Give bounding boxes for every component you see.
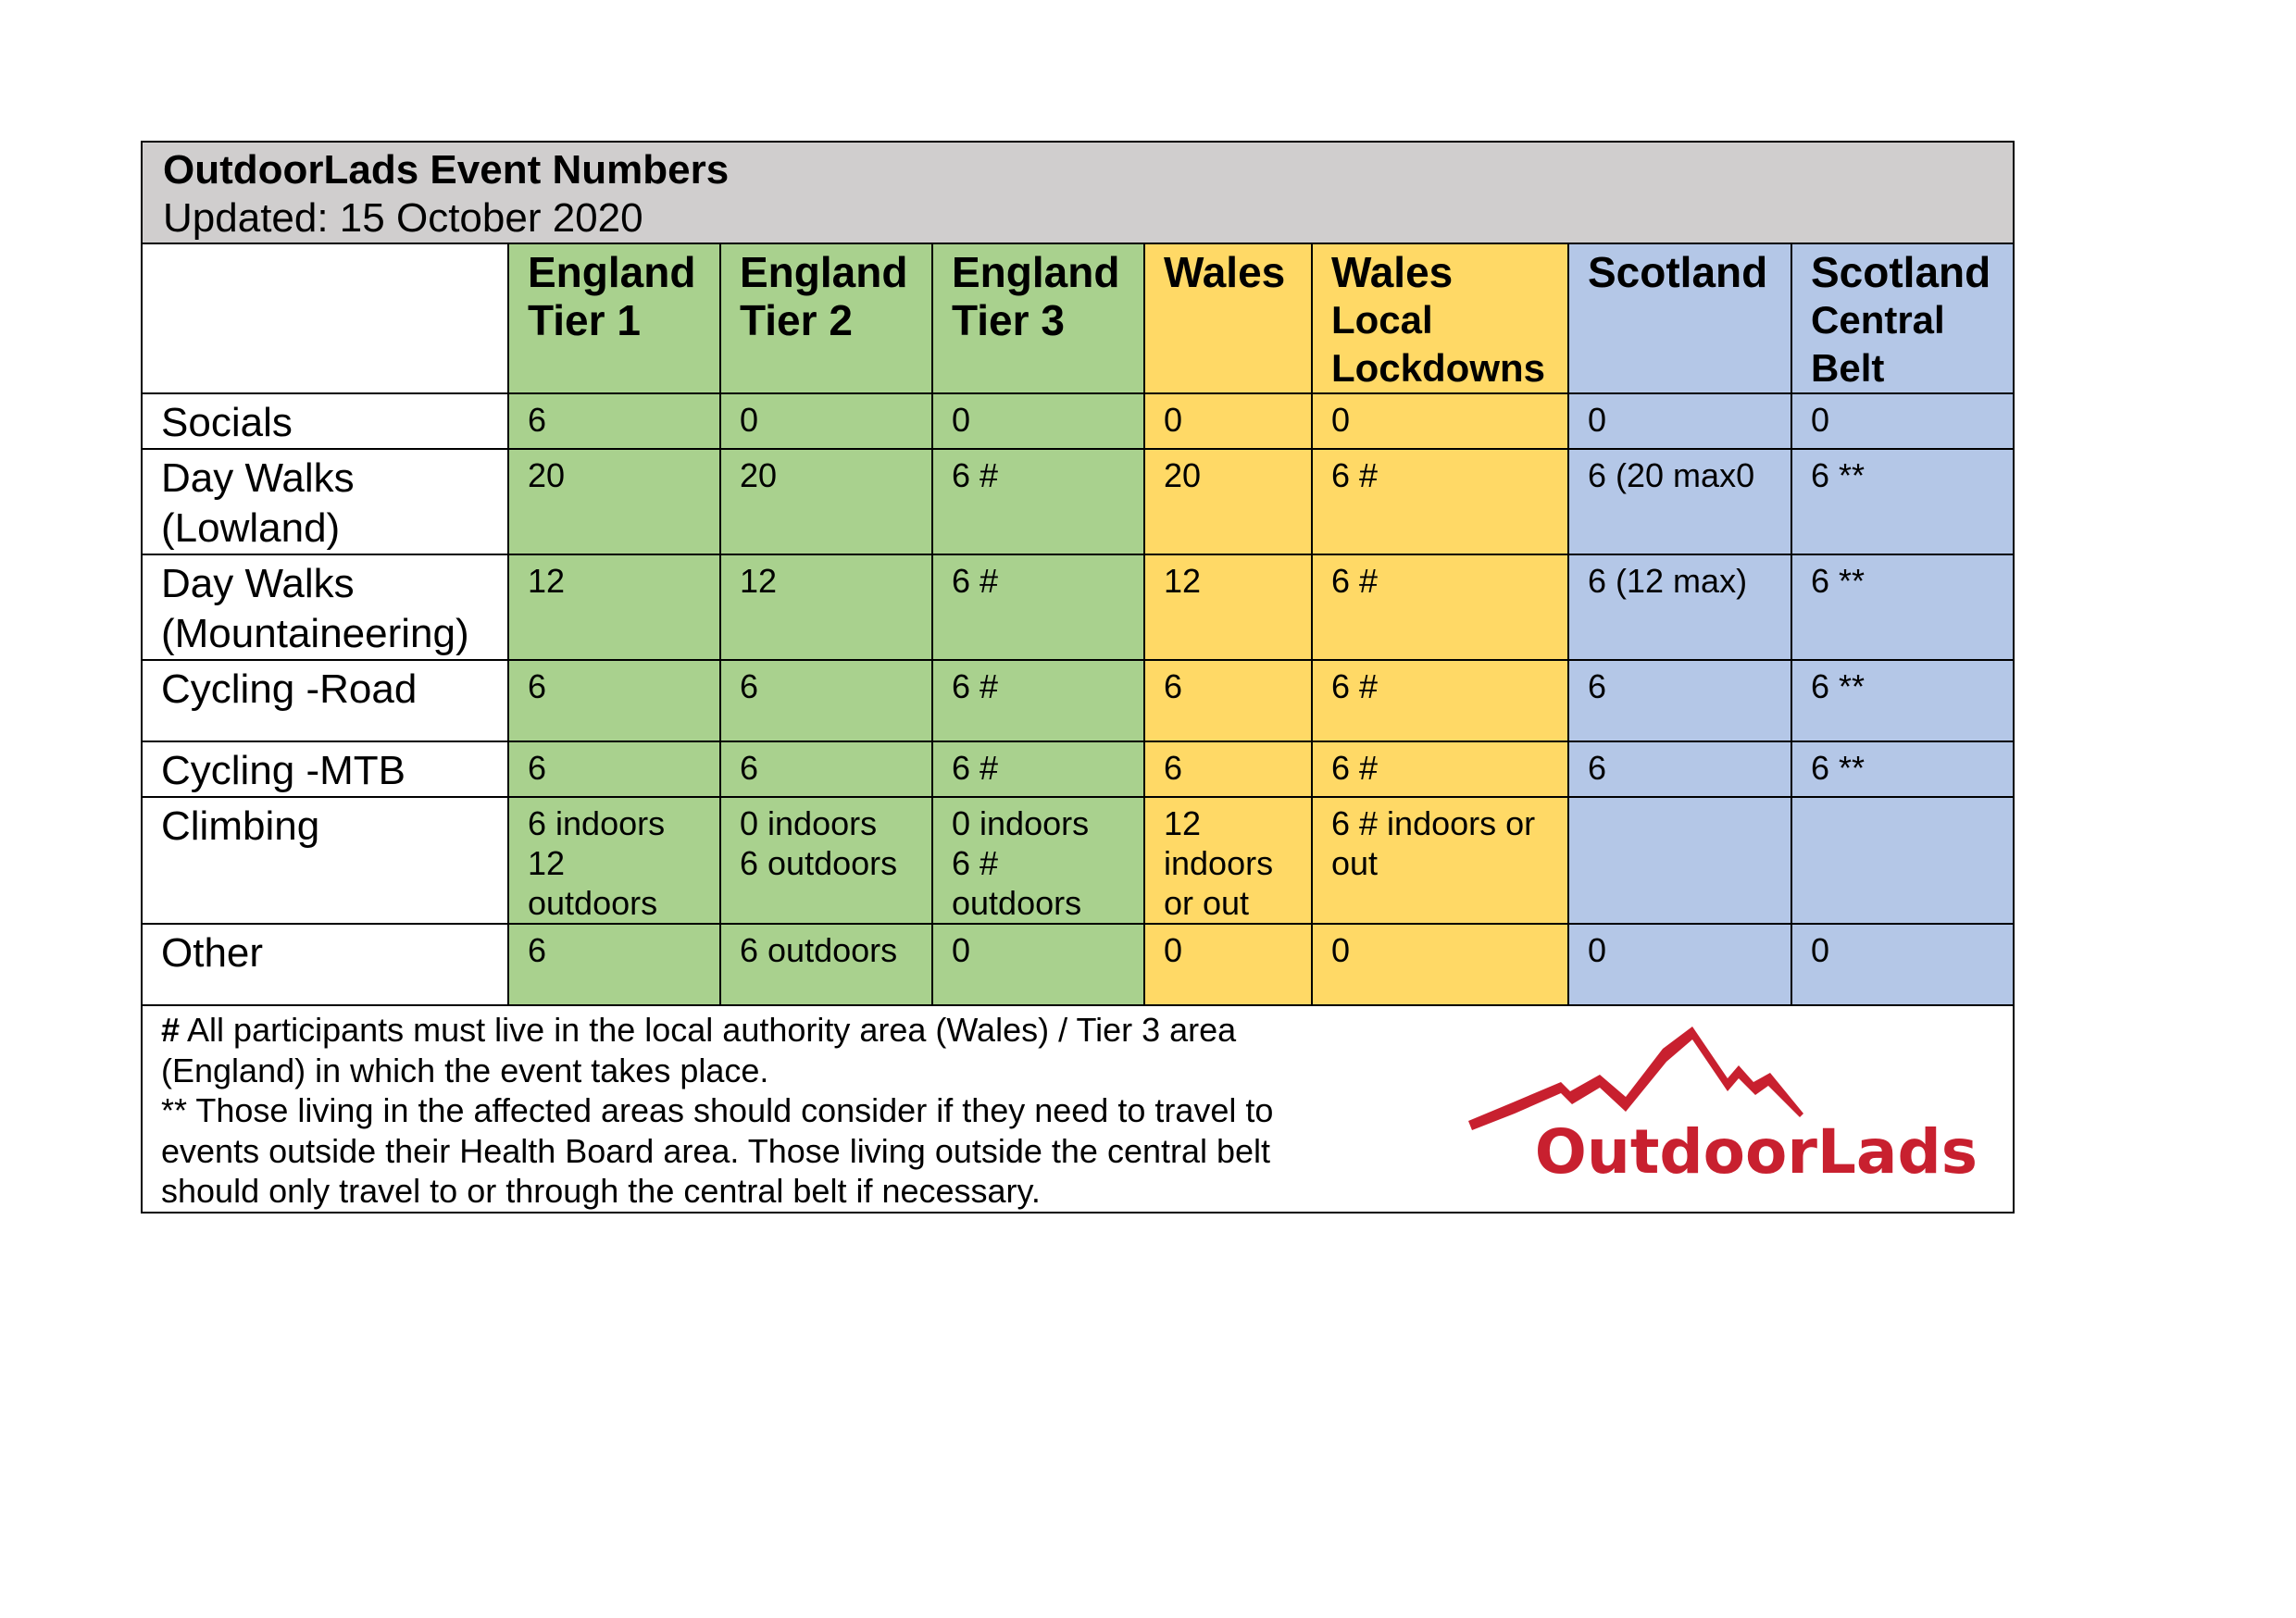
value-cell: 6 bbox=[720, 741, 932, 797]
row-label-cycling-road: Cycling -Road bbox=[142, 660, 508, 741]
value-cell: 0 bbox=[1144, 393, 1312, 449]
value-cell: 12 bbox=[720, 554, 932, 660]
value-cell: 0 indoors 6 outdoors bbox=[720, 797, 932, 924]
value-cell: 0 bbox=[1791, 393, 2014, 449]
header-england-tier-2: England Tier 2 bbox=[720, 243, 932, 393]
value-cell: 6 bbox=[508, 660, 720, 741]
value-cell: 6 bbox=[1144, 660, 1312, 741]
header-england-tier-1: England Tier 1 bbox=[508, 243, 720, 393]
value-cell: 0 bbox=[1568, 924, 1791, 1005]
value-cell: 0 bbox=[932, 924, 1144, 1005]
header-scotland: Scotland bbox=[1568, 243, 1791, 393]
header-scotland-central-belt: Scotland Central Belt bbox=[1791, 243, 2014, 393]
row-label-socials: Socials bbox=[142, 393, 508, 449]
value-cell: 6 # bbox=[1312, 449, 1568, 554]
value-cell: 6 outdoors bbox=[720, 924, 932, 1005]
table-body bbox=[142, 393, 2014, 1005]
value-cell: 6 # bbox=[1312, 554, 1568, 660]
value-cell: 20 bbox=[1144, 449, 1312, 554]
value-cell: 6 ** bbox=[1791, 554, 2014, 660]
header-wales: Wales bbox=[1144, 243, 1312, 393]
value-cell: 6 indoors 12 outdoors bbox=[508, 797, 720, 924]
header-wales-local-lockdowns: Wales Local Lockdowns bbox=[1312, 243, 1568, 393]
value-cell: 6 ** bbox=[1791, 660, 2014, 741]
table-row bbox=[142, 797, 2014, 924]
value-cell: 0 bbox=[1568, 393, 1791, 449]
row-label-cycling-mtb: Cycling -MTB bbox=[142, 741, 508, 797]
title-cell bbox=[142, 142, 2014, 243]
table-row bbox=[142, 393, 2014, 449]
star-footnote: ** Those living in the affected areas should consider if they need to travel to events outside their Health Board area. Those living outside the central belt should only travel to or through the central belt if necessary. bbox=[161, 1091, 1274, 1210]
value-cell: 6 bbox=[508, 393, 720, 449]
value-cell: 6 bbox=[508, 741, 720, 797]
value-cell: 12 indoors or out bbox=[1144, 797, 1312, 924]
table-row bbox=[142, 924, 2014, 1005]
row-label-climbing: Climbing bbox=[142, 797, 508, 924]
header-blank-cell bbox=[142, 243, 508, 393]
mountain-logo-icon bbox=[1468, 1027, 1803, 1130]
value-cell bbox=[1568, 797, 1791, 924]
value-cell: 6 bbox=[720, 660, 932, 741]
row-label-day-walks-mountaineering: Day Walks (Mountaineering) bbox=[142, 554, 508, 660]
updated-date: Updated: 15 October 2020 bbox=[163, 195, 643, 241]
row-label-day-walks-lowland: Day Walks (Lowland) bbox=[142, 449, 508, 554]
table-row bbox=[142, 449, 2014, 554]
value-cell: 6 bbox=[508, 924, 720, 1005]
value-cell: 0 bbox=[1791, 924, 2014, 1005]
value-cell: 6 (20 max0 bbox=[1568, 449, 1791, 554]
table-row bbox=[142, 660, 2014, 741]
value-cell: 6 # bbox=[1312, 741, 1568, 797]
row-label-other: Other bbox=[142, 924, 508, 1005]
value-cell: 12 bbox=[508, 554, 720, 660]
value-cell: 6 # bbox=[932, 741, 1144, 797]
value-cell: 6 # bbox=[932, 449, 1144, 554]
value-cell: 6 bbox=[1568, 741, 1791, 797]
table-row bbox=[142, 554, 2014, 660]
value-cell: 0 bbox=[1312, 924, 1568, 1005]
value-cell: 0 bbox=[932, 393, 1144, 449]
value-cell: 6 # bbox=[932, 660, 1144, 741]
value-cell: 20 bbox=[508, 449, 720, 554]
hash-footnote: # All participants must live in the local authority area (Wales) / Tier 3 area (England) in which the event takes place. bbox=[161, 1011, 1237, 1089]
value-cell: 6 ** bbox=[1791, 741, 2014, 797]
header-england-tier-3: England Tier 3 bbox=[932, 243, 1144, 393]
footnote-cell bbox=[142, 1005, 2014, 1213]
table-row bbox=[142, 741, 2014, 797]
value-cell: 0 bbox=[1144, 924, 1312, 1005]
value-cell: 6 # bbox=[1312, 660, 1568, 741]
value-cell: 12 bbox=[1144, 554, 1312, 660]
value-cell: 0 bbox=[720, 393, 932, 449]
value-cell: 0 bbox=[1312, 393, 1568, 449]
outdoorlads-logo bbox=[1461, 1017, 1979, 1184]
value-cell: 6 # bbox=[932, 554, 1144, 660]
value-cell: 6 bbox=[1144, 741, 1312, 797]
event-numbers-table bbox=[141, 141, 2015, 1214]
value-cell: 6 # indoors or out bbox=[1312, 797, 1568, 924]
value-cell: 6 bbox=[1568, 660, 1791, 741]
table-title: OutdoorLads Event Numbers bbox=[163, 147, 730, 193]
value-cell: 6 (12 max) bbox=[1568, 554, 1791, 660]
logo-wordmark: OutdoorLads bbox=[1534, 1116, 1978, 1184]
value-cell: 20 bbox=[720, 449, 932, 554]
value-cell bbox=[1791, 797, 2014, 924]
value-cell: 6 ** bbox=[1791, 449, 2014, 554]
value-cell: 0 indoors 6 # outdoors bbox=[932, 797, 1144, 924]
